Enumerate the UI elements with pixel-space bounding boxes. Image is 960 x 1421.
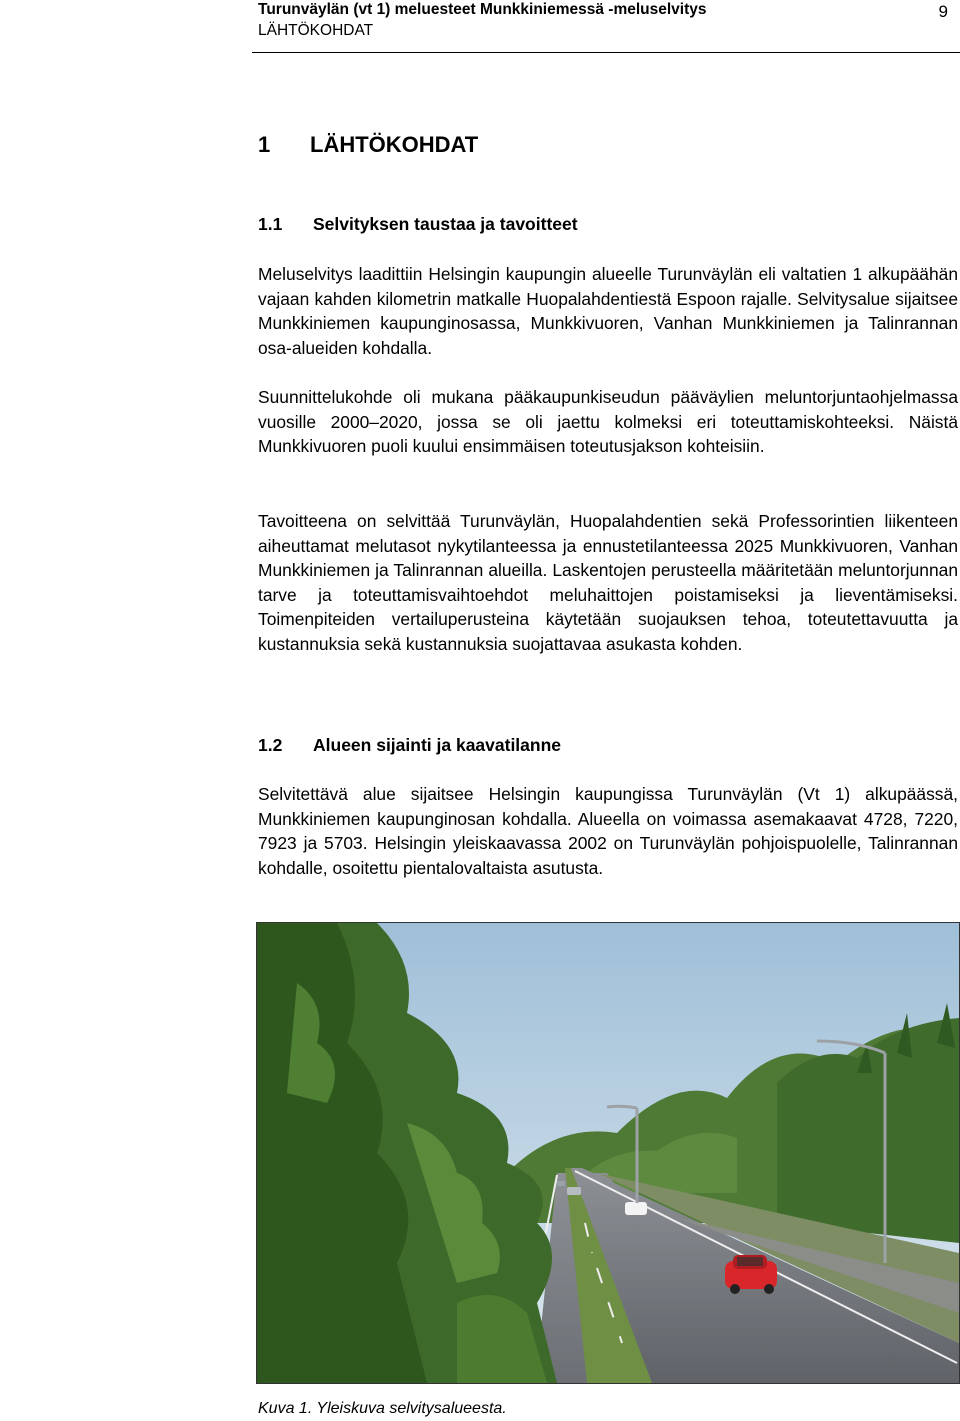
paragraph: Suunnittelukohde oli mukana pääkaupunkiseudun pääväylien meluntorjuntaohjelmassa vuosille 2000–2020, jossa se oli jaettu kolmeksi eri toteuttamiskohteeksi. Näistä Munkkivuoren puoli kuului ensimmäisen toteutusjakson kohteisiin. bbox=[258, 387, 958, 457]
chapter-title: LÄHTÖKOHDAT bbox=[310, 132, 479, 157]
grey-car bbox=[567, 1187, 581, 1195]
running-header-title: Turunväylän (vt 1) meluesteet Munkkiniemessä -meluselvitys bbox=[258, 1, 707, 18]
section-heading-1-2 bbox=[258, 733, 561, 757]
section-number: 1.1 bbox=[258, 214, 283, 234]
white-car bbox=[625, 1202, 647, 1215]
page-number: 9 bbox=[938, 2, 948, 21]
running-header-subtitle: LÄHTÖKOHDAT bbox=[258, 22, 374, 39]
chapter-number: 1 bbox=[258, 132, 271, 157]
section-number: 1.2 bbox=[258, 735, 283, 755]
header-divider bbox=[252, 52, 960, 53]
road-photo bbox=[256, 922, 960, 1384]
section-heading-1-1 bbox=[258, 212, 578, 236]
road-photo-illustration bbox=[257, 923, 959, 1383]
figure-caption: Kuva 1. Yleiskuva selvitysalueesta. bbox=[258, 1400, 507, 1417]
section-title: Selvityksen taustaa ja tavoitteet bbox=[313, 214, 578, 234]
section-title: Alueen sijainti ja kaavatilanne bbox=[313, 735, 562, 755]
chapter-heading bbox=[258, 131, 478, 159]
paragraph: Tavoitteena on selvittää Turunväylän, Huopalahdentien sekä Professorintien liikenteen aiheuttamat melutasot nykytilanteessa ja ennustetilanteessa 2025 Munkkivuoren, Vanhan Munkkiniemen ja Talinrannan alueilla. Laskentojen perusteella määritetään meluntorjunnan tarve ja toteuttamisvaihtoehdot meluhaittojen poistamiseksi ja lieventämiseksi. Toimenpiteiden vertailuperusteina käytetään suojauksen tehoa, toteutettavuutta ja kustannuksia sekä kustannuksia suojattavaa asukasta kohden. bbox=[258, 511, 958, 654]
paragraph: Selvitettävä alue sijaitsee Helsingin kaupungissa Turunväylän (Vt 1) alkupäässä, Munkkiniemen kaupunginosan kohdalla. Alueella on voimassa asemakaavat 4728, 7220, 7923 ja 5703. Helsingin yleiskaavassa 2002 on Turunväylän pohjoispuolelle, Talinrannan kohdalle, osoitettu pientalovaltaista asutusta. bbox=[258, 784, 958, 878]
paragraph: Meluselvitys laadittiin Helsingin kaupungin alueelle Turunväylän eli valtatien 1 alkupäähän vajaan kahden kilometrin matkalle Huopalahdentiestä Espoon rajalle. Selvitysalue sijaitsee Munkkiniemen kaupunginosassa, Munkkivuoren, Vanhan Munkkiniemen ja Talinrannan osa-alueiden kohdalla. bbox=[258, 264, 958, 358]
